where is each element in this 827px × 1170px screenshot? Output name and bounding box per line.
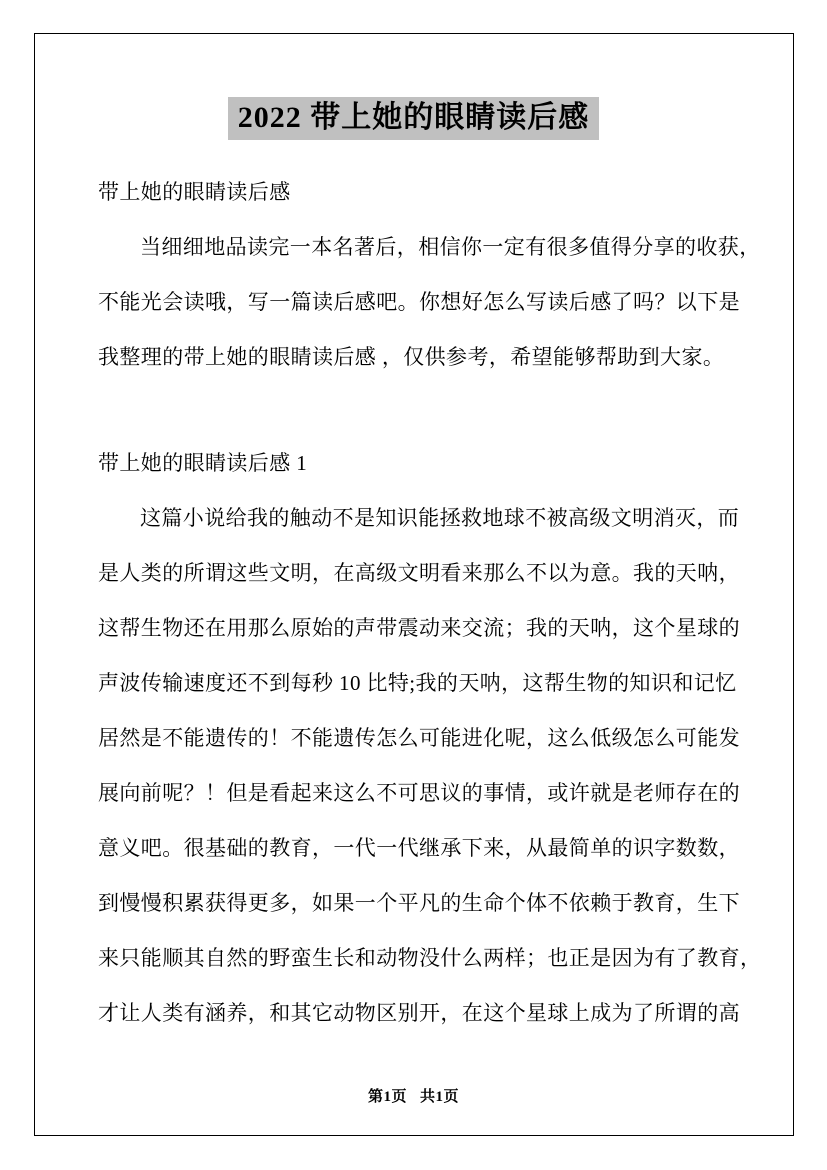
text-line: 当细细地品读完一本名著后，相信你一定有很多值得分享的收获，: [140, 235, 761, 259]
text-line: 才让人类有涵养，和其它动物区别开，在这个星球上成为了所谓的高: [98, 1001, 740, 1025]
page-footer: [0, 1085, 827, 1106]
text-line-section-heading: 带上她的眼睛读后感: [98, 180, 291, 204]
text-line-subheading: 带上她的眼睛读后感 1: [98, 451, 308, 475]
text-line: 是人类的所谓这些文明，在高级文明看来那么不以为意。我的天呐，: [98, 561, 740, 585]
text-line: 来只能顺其自然的野蛮生长和动物没什么两样；也正是因为有了教育，: [98, 946, 762, 970]
footer-page-total: 共1页: [420, 1089, 460, 1105]
document-title-row: [0, 97, 827, 140]
document-title: 2022 带上她的眼睛读后感: [228, 97, 600, 140]
footer-page-number: 第1页: [367, 1089, 407, 1105]
text-line: 意义吧。很基础的教育，一代一代继承下来，从最简单的识字数数，: [98, 836, 740, 860]
text-line: 居然是不能遗传的！不能遗传怎么可能进化呢，这么低级怎么可能发: [98, 726, 740, 750]
text-line: 到慢慢积累获得更多，如果一个平凡的生命个体不依赖于教育，生下: [98, 891, 740, 915]
text-line: 不能光会读哦，写一篇读后感吧。你想好怎么写读后感了吗？以下是: [98, 290, 740, 314]
text-line: 这帮生物还在用那么原始的声带震动来交流；我的天呐，这个星球的: [98, 616, 740, 640]
text-line: 声波传输速度还不到每秒 10 比特;我的天呐，这帮生物的知识和记忆: [98, 671, 737, 695]
text-line: 我整理的带上她的眼睛读后感 ，仅供参考，希望能够帮助到大家。: [98, 345, 725, 369]
text-line: 这篇小说给我的触动不是知识能拯救地球不被高级文明消灭，而: [140, 506, 740, 530]
text-line: 展向前呢？！但是看起来这么不可思议的事情，或许就是老师存在的: [98, 781, 740, 805]
